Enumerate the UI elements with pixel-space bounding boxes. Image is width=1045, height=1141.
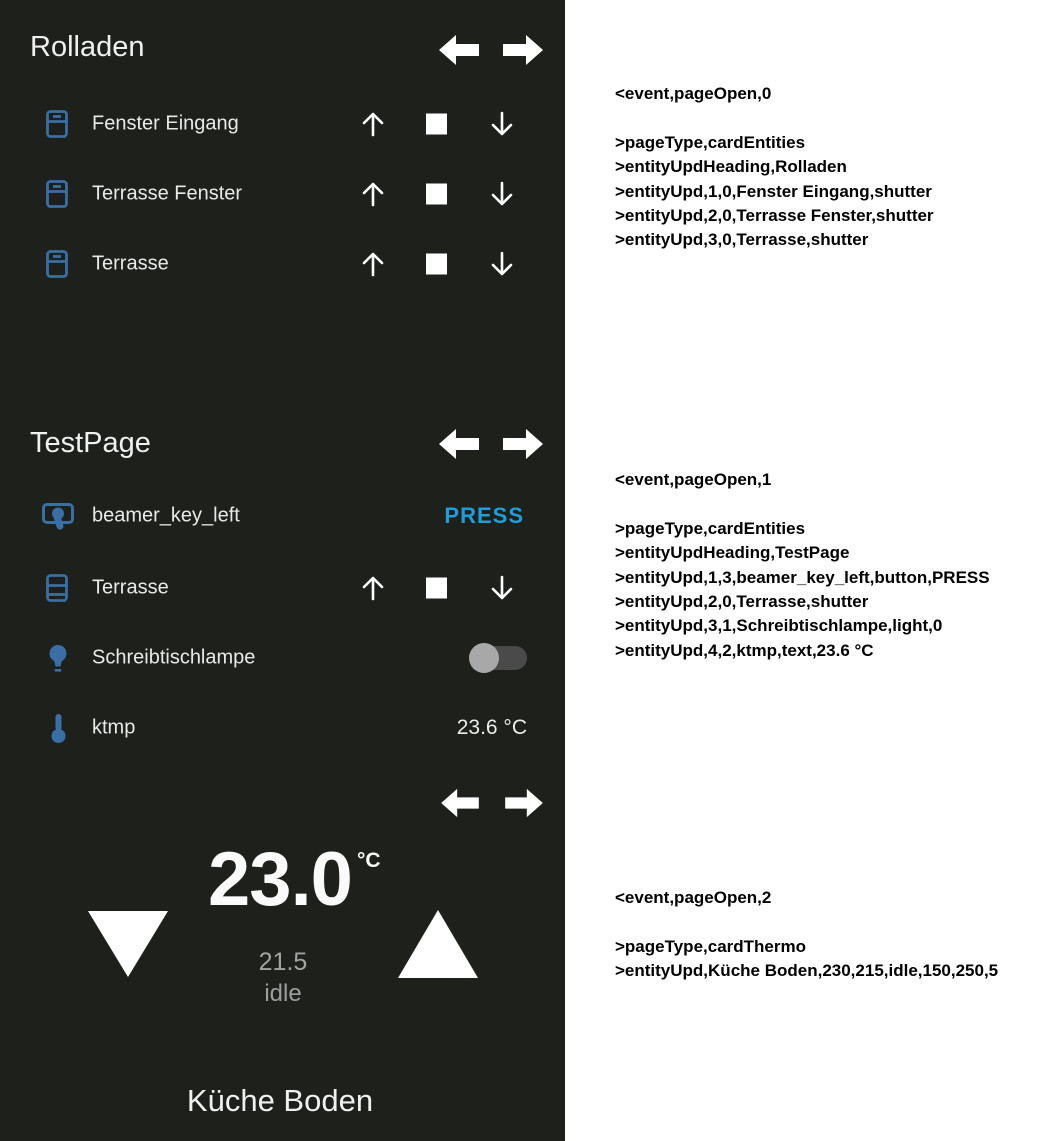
- light-toggle[interactable]: [469, 643, 527, 673]
- shutter-icon: [46, 250, 68, 278]
- temperature-unit: °C: [357, 849, 381, 872]
- protocol-line: >pageType,cardEntities: [615, 518, 806, 538]
- shutter-up-button[interactable]: [360, 110, 386, 138]
- spacer: [615, 910, 1045, 934]
- nav-prev-button[interactable]: [439, 33, 479, 67]
- entity-row: [0, 632, 565, 684]
- arrow-right-icon: [503, 33, 543, 67]
- shutter-down-button[interactable]: [489, 574, 515, 602]
- thermometer-icon: [50, 713, 67, 744]
- protocol-block: [615, 886, 1045, 984]
- protocol-line: >entityUpd,2,0,Terrasse,shutter: [615, 592, 869, 612]
- protocol-line: >entityUpdHeading,Rolladen: [615, 157, 847, 177]
- shutter-stop-button[interactable]: [426, 578, 447, 599]
- protocol-line: >pageType,cardThermo: [615, 936, 806, 956]
- nav-prev-button[interactable]: [439, 427, 479, 461]
- entity-name: ktmp: [92, 716, 136, 739]
- protocol-line: >entityUpdHeading,TestPage: [615, 543, 850, 563]
- shutter-stop-button[interactable]: [426, 114, 447, 135]
- shutter-icon: [46, 574, 68, 602]
- protocol-line: >entityUpd,4,2,ktmp,text,23.6 °C: [615, 640, 874, 660]
- entity-name: Terrasse Fenster: [92, 182, 243, 205]
- arrow-right-icon: [503, 427, 543, 461]
- entity-name: Terrasse: [92, 576, 169, 599]
- protocol-event-line: <event,pageOpen,2: [615, 888, 772, 907]
- press-button[interactable]: PRESS: [444, 503, 524, 528]
- shutter-up-button[interactable]: [360, 574, 386, 602]
- entity-row: [0, 168, 565, 220]
- entity-row: [0, 702, 565, 754]
- entity-value: 23.6 °C: [456, 716, 527, 739]
- shutter-up-button[interactable]: [360, 250, 386, 278]
- spacer: [615, 492, 1045, 516]
- protocol-event-line: <event,pageOpen,1: [615, 470, 772, 489]
- temp-increase-button[interactable]: [398, 910, 478, 978]
- protocol-block: [615, 468, 1045, 663]
- shutter-icon: [46, 110, 68, 138]
- nav-next-button[interactable]: [505, 787, 545, 821]
- entity-row: [0, 562, 565, 614]
- entity-name: Fenster Eingang: [92, 112, 239, 135]
- shutter-up-button[interactable]: [360, 180, 386, 208]
- entity-name: beamer_key_left: [92, 504, 240, 527]
- entity-name: Terrasse: [92, 252, 169, 275]
- temp-decrease-button[interactable]: [88, 911, 168, 977]
- protocol-line: >entityUpd,1,3,beamer_key_left,button,PRESS: [615, 567, 990, 587]
- arrow-left-icon: [439, 427, 479, 461]
- protocol-line: >entityUpd,3,0,Terrasse,shutter: [615, 230, 869, 250]
- arrow-left-icon: [441, 787, 479, 819]
- shutter-down-button[interactable]: [489, 180, 515, 208]
- protocol-line: >entityUpd,Küche Boden,230,215,idle,150,250,5: [615, 961, 999, 981]
- protocol-block: [615, 82, 1045, 253]
- shutter-down-button[interactable]: [489, 110, 515, 138]
- protocol-line: >pageType,cardEntities: [615, 132, 806, 152]
- thermostat-name: Küche Boden: [186, 1083, 374, 1118]
- nav-next-button[interactable]: [503, 33, 543, 67]
- nav-prev-button[interactable]: [441, 787, 481, 821]
- shutter-stop-button[interactable]: [426, 184, 447, 205]
- arrow-right-icon: [505, 787, 543, 819]
- shutter-icon: [46, 180, 68, 208]
- entity-name: Schreibtischlampe: [92, 646, 256, 669]
- arrow-left-icon: [439, 33, 479, 67]
- toggle-knob: [469, 643, 499, 673]
- lightbulb-icon: [46, 643, 70, 673]
- protocol-line: >entityUpd,2,0,Terrasse Fenster,shutter: [615, 206, 934, 226]
- nav-next-button[interactable]: [503, 427, 543, 461]
- entity-row: [0, 490, 565, 542]
- entity-row: [0, 98, 565, 150]
- current-temperature: 23.0: [208, 837, 352, 922]
- entity-row: [0, 238, 565, 290]
- shutter-down-button[interactable]: [489, 250, 515, 278]
- hvac-status: idle: [264, 980, 302, 1007]
- page-heading: TestPage: [30, 427, 151, 459]
- protocol-line: >entityUpd,3,1,Schreibtischlampe,light,0: [615, 616, 943, 636]
- tap-button-icon: [42, 500, 74, 532]
- shutter-stop-button[interactable]: [426, 254, 447, 275]
- protocol-event-line: <event,pageOpen,0: [615, 84, 772, 103]
- protocol-line: >entityUpd,1,0,Fenster Eingang,shutter: [615, 181, 932, 201]
- page-heading: Rolladen: [30, 31, 145, 63]
- target-temperature: 21.5: [258, 948, 308, 976]
- spacer: [615, 106, 1045, 130]
